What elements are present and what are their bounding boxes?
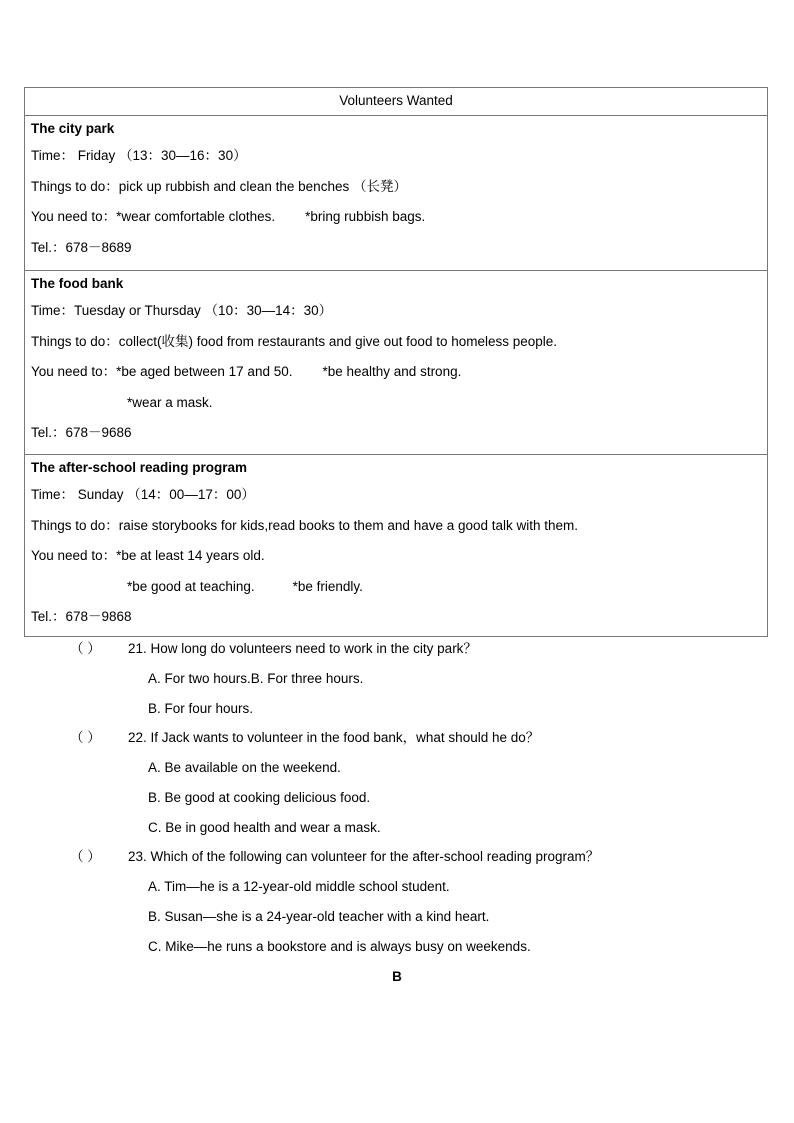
question-stem bbox=[70, 726, 770, 756]
need-item: *bring rubbish bags. bbox=[305, 209, 426, 224]
question-list bbox=[70, 637, 770, 965]
section-reading-program bbox=[25, 454, 767, 636]
section-food-bank bbox=[25, 270, 767, 454]
section-letter: B bbox=[392, 969, 402, 984]
section-needs: You need to：*be at least 14 years old. bbox=[31, 548, 265, 563]
answer-option: C. Mike—he runs a bookstore and is always busy on weekends. bbox=[148, 938, 531, 954]
question-text: 21. How long do volunteers need to work in the city park？ bbox=[128, 641, 477, 656]
section-things: Things to do：collect(收集) food from restaurants and give out food to homeless people. bbox=[31, 333, 558, 349]
section-name: The city park bbox=[31, 121, 115, 136]
section-time: Time：Tuesday or Thursday （10：30—14：30） bbox=[31, 303, 333, 318]
question-stem bbox=[70, 637, 770, 667]
answer-blank: （ ） bbox=[70, 730, 101, 746]
need-item: *be friendly. bbox=[292, 578, 363, 594]
answer-option: A. Tim—he is a 12-year-old middle school student. bbox=[148, 879, 450, 895]
section-things: Things to do：pick up rubbish and clean the benches （长凳） bbox=[31, 178, 407, 194]
section-time: Time： Friday （13：30—16：30） bbox=[31, 148, 247, 163]
answer-blank: （ ） bbox=[70, 641, 101, 656]
answer-option: C. Be in good health and wear a mask. bbox=[148, 819, 381, 835]
table-title: Volunteers Wanted bbox=[25, 88, 767, 116]
answer-option: A. For two hours.B. For three hours. bbox=[148, 671, 364, 686]
section-needs bbox=[31, 361, 761, 392]
section-name: The food bank bbox=[31, 276, 124, 291]
need-item: You need to：*be aged between 17 and 50. bbox=[31, 364, 293, 379]
section-things: Things to do：raise storybooks for kids,read books to them and have a good talk with them. bbox=[31, 517, 579, 533]
need-item: *wear a mask. bbox=[127, 394, 213, 410]
section-tel: Tel.：678－9868 bbox=[31, 609, 132, 624]
volunteers-wanted-table bbox=[24, 87, 768, 637]
need-item: You need to：*wear comfortable clothes. bbox=[31, 209, 276, 224]
section-time: Time： Sunday （14：00—17：00） bbox=[31, 487, 255, 502]
answer-option: B. Susan—she is a 24-year-old teacher with a kind heart. bbox=[148, 909, 490, 925]
section-needs bbox=[31, 206, 761, 237]
answer-option: B. For four hours. bbox=[148, 700, 254, 716]
question-text: 23. Which of the following can volunteer for the after-school reading program？ bbox=[128, 849, 600, 865]
question-text: 22. If Jack wants to volunteer in the food bank，what should he do？ bbox=[128, 730, 540, 746]
answer-option: B. Be good at cooking delicious food. bbox=[148, 790, 371, 806]
question-stem bbox=[70, 845, 770, 875]
answer-blank: （ ） bbox=[70, 849, 101, 865]
need-item: *be healthy and strong. bbox=[322, 364, 462, 379]
section-tel: Tel.：678－8689 bbox=[31, 239, 132, 255]
answer-option: A. Be available on the weekend. bbox=[148, 760, 341, 776]
section-city-park bbox=[25, 116, 767, 270]
section-name: The after-school reading program bbox=[31, 460, 248, 475]
section-needs-extra bbox=[31, 576, 761, 607]
section-tel: Tel.：678－9686 bbox=[31, 425, 132, 440]
need-item: *be good at teaching. bbox=[127, 578, 255, 594]
